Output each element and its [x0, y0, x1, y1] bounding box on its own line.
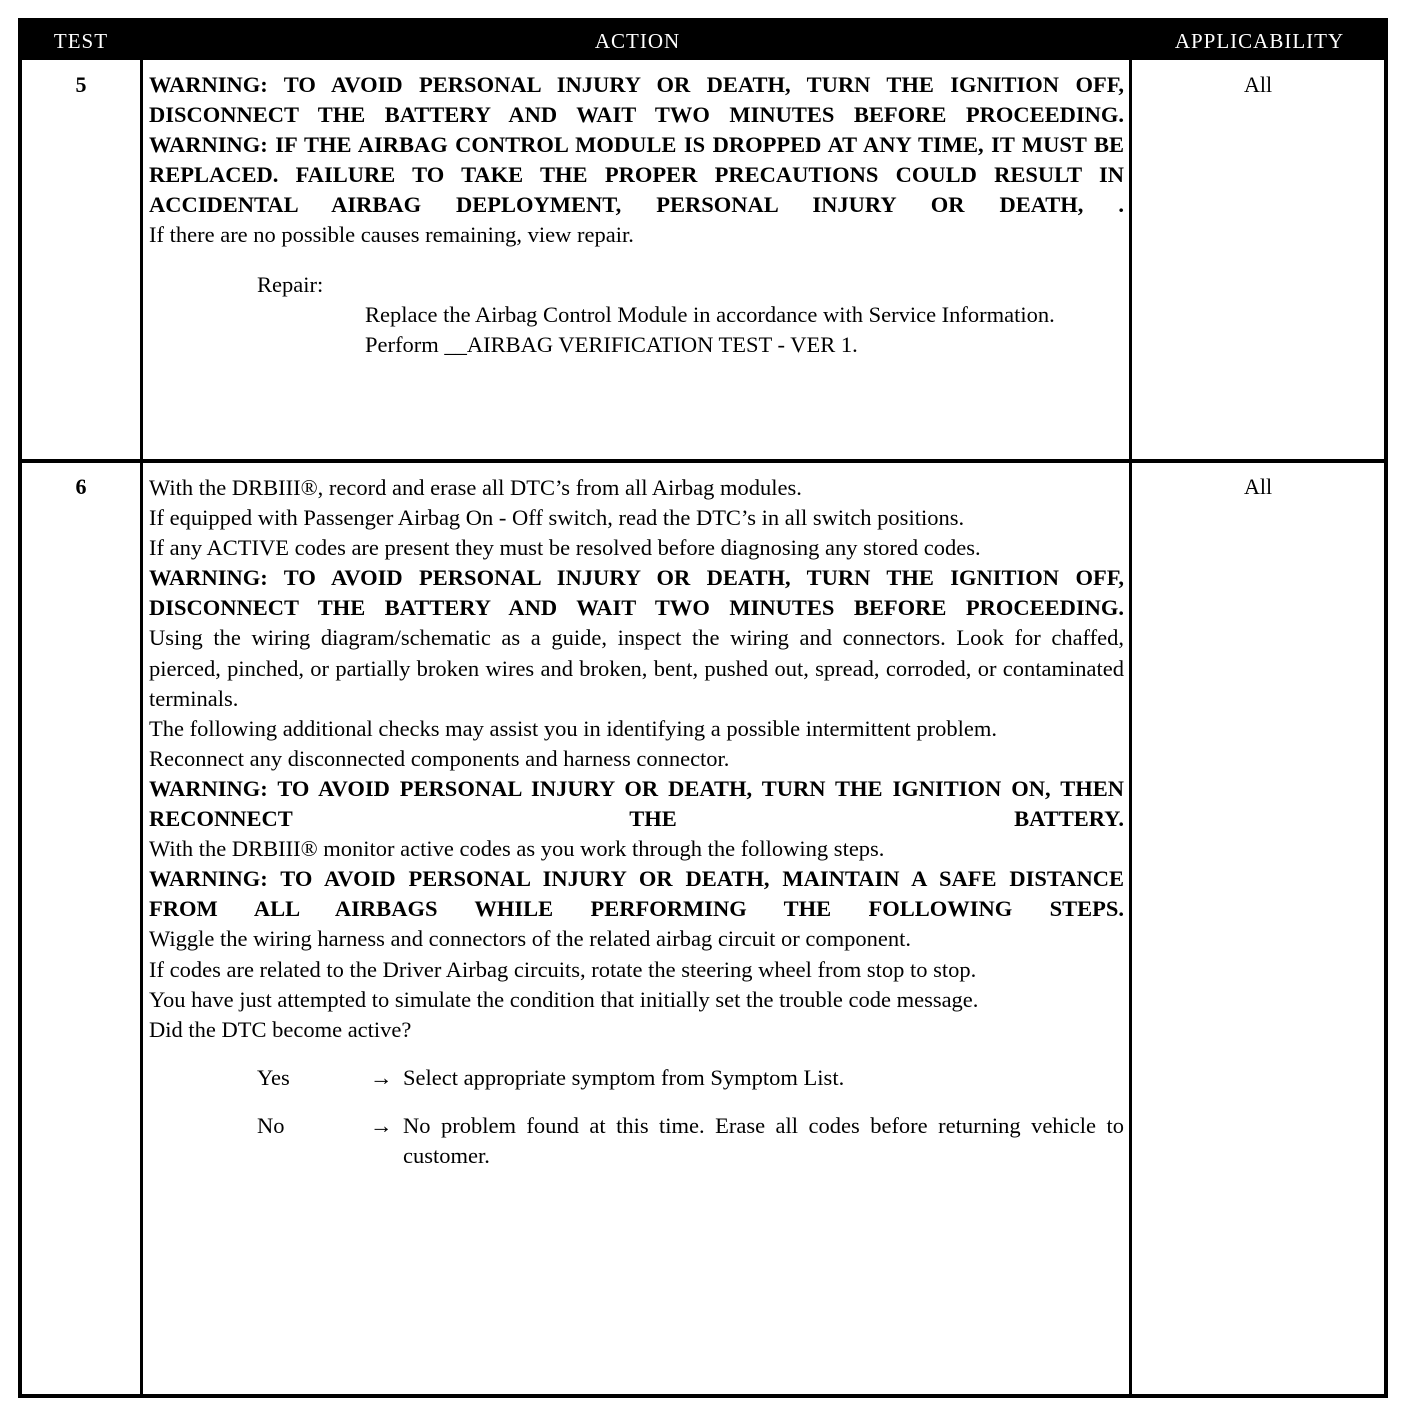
- instruction-text: With the DRBIII® monitor active codes as you work through the following steps.: [149, 836, 885, 862]
- yes-label: Yes: [257, 1064, 290, 1090]
- warning-text: WARNING: TO AVOID PERSONAL INJURY OR DEATH, TURN THE IGNITION OFF, DISCONNECT THE BATTERY AND WAIT TWO MINUTES BEFORE PROCEEDING.: [149, 72, 1124, 128]
- action-cell: [149, 473, 1124, 1171]
- instruction-text: If codes are related to the Driver Airbag circuits, rotate the steering wheel from stop to stop.: [149, 956, 977, 982]
- answer-no: [149, 1111, 1124, 1171]
- arrow-icon: →: [370, 1064, 393, 1090]
- instruction-text: If there are no possible causes remaining, view repair.: [149, 222, 634, 248]
- row-divider: [22, 459, 1384, 463]
- instruction-text: Using the wiring diagram/schematic as a guide, inspect the wiring and connectors. Look for chaffed, pierced, pinched, or partially broken wires and broken, bent, pushed out, spread, corroded, or contaminated terminals.: [149, 625, 1124, 711]
- instruction-text: The following additional checks may assist you in identifying a possible intermittent problem.: [149, 715, 997, 741]
- instruction-text: If any ACTIVE codes are present they must be resolved before diagnosing any stored codes.: [149, 535, 981, 561]
- instruction-text: With the DRBIII®, record and erase all DTC’s from all Airbag modules.: [149, 475, 802, 500]
- warning-text: WARNING: TO AVOID PERSONAL INJURY OR DEATH, TURN THE IGNITION OFF, DISCONNECT THE BATTERY AND WAIT TWO MINUTES BEFORE PROCEEDING.: [149, 565, 1124, 621]
- action-cell: [149, 70, 1124, 360]
- instruction-text: If equipped with Passenger Airbag On - Off switch, read the DTC’s in all switch positions.: [149, 505, 965, 531]
- answer-yes: [149, 1063, 1124, 1093]
- applicability-value: All: [1243, 474, 1273, 499]
- diagnostic-table: [18, 18, 1388, 1398]
- repair-instruction: Perform __AIRBAG VERIFICATION TEST - VER 1.: [365, 331, 858, 357]
- question-text: Did the DTC become active?: [149, 1016, 412, 1042]
- test-number: 6: [75, 474, 87, 499]
- header-action: ACTION: [594, 29, 681, 53]
- applicability-value: All: [1243, 72, 1273, 97]
- instruction-text: Reconnect any disconnected components and harness connector.: [149, 745, 730, 771]
- warning-text: WARNING: TO AVOID PERSONAL INJURY OR DEATH, MAINTAIN A SAFE DISTANCE FROM ALL AIRBAGS WHILE PERFORMING THE FOLLOWING STEPS.: [149, 866, 1124, 922]
- instruction-text: You have just attempted to simulate the condition that initially set the trouble code message.: [149, 986, 979, 1012]
- column-divider: [140, 60, 143, 1394]
- warning-text: WARNING: IF THE AIRBAG CONTROL MODULE IS DROPPED AT ANY TIME, IT MUST BE REPLACED. FAILURE TO TAKE THE PROPER PRECAUTIONS COULD RESULT IN ACCIDENTAL AIRBAG DEPLOYMENT, PERSONAL INJURY OR DEATH, .: [149, 132, 1124, 218]
- header-test: TEST: [53, 29, 109, 53]
- warning-text: WARNING: TO AVOID PERSONAL INJURY OR DEATH, TURN THE IGNITION ON, THEN RECONNECT THE BATTERY.: [149, 775, 1124, 832]
- yes-result: Select appropriate symptom from Symptom List.: [403, 1064, 845, 1090]
- arrow-icon: →: [370, 1112, 393, 1138]
- instruction-text: Wiggle the wiring harness and connectors of the related airbag circuit or component.: [149, 926, 911, 952]
- no-label: No: [257, 1112, 285, 1138]
- test-number: 5: [75, 72, 87, 97]
- repair-instruction: Replace the Airbag Control Module in accordance with Service Information.: [365, 301, 1055, 327]
- table-header: [22, 22, 1384, 60]
- repair-label: Repair:: [257, 271, 324, 297]
- no-result: No problem found at this time. Erase all codes before returning vehicle to customer.: [403, 1112, 1124, 1168]
- header-applicability: APPLICABILITY: [1174, 29, 1345, 53]
- column-divider: [1129, 60, 1132, 1394]
